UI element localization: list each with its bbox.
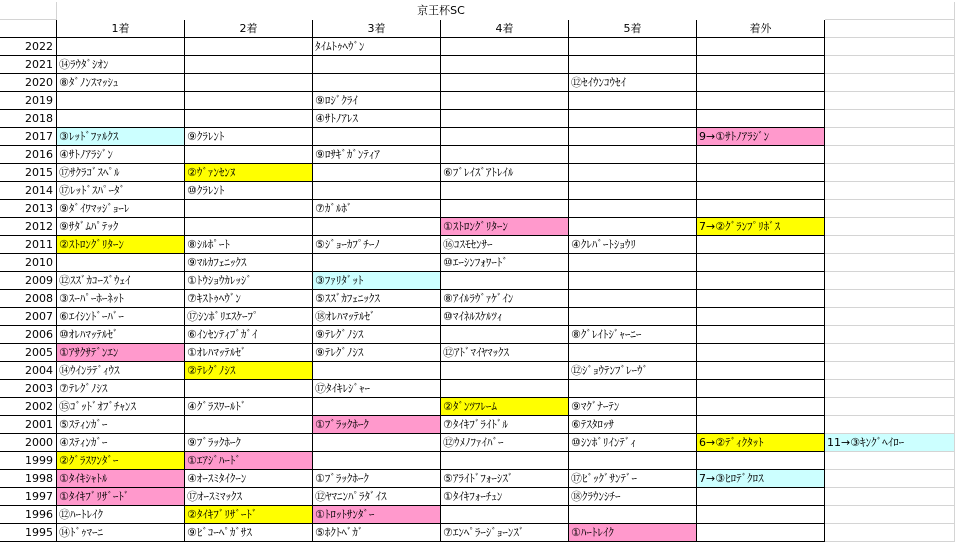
result-cell[interactable]: ⑱ｸﾗｳﾝｼﾁｰ [569, 488, 697, 506]
result-cell[interactable]: ⑩ｼﾝﾎﾞﾘｲﾝﾃﾞｨ [569, 434, 697, 452]
column-header[interactable]: 着外 [697, 20, 825, 38]
result-cell[interactable] [185, 92, 313, 110]
result-cell[interactable] [569, 182, 697, 200]
column-header[interactable]: 4着 [441, 20, 569, 38]
empty-cell[interactable] [825, 452, 955, 470]
year-cell[interactable]: 2008 [0, 290, 57, 308]
result-cell[interactable] [697, 56, 825, 74]
result-cell[interactable] [569, 452, 697, 470]
result-cell[interactable] [313, 164, 441, 182]
result-cell[interactable] [569, 38, 697, 56]
result-cell[interactable]: ⑩ｸﾗﾚﾝﾄ [185, 182, 313, 200]
result-cell[interactable]: ①ﾊｰﾄﾚｲｸ [569, 524, 697, 542]
result-cell[interactable] [697, 506, 825, 524]
empty-cell[interactable] [825, 416, 955, 434]
empty-cell[interactable] [825, 128, 955, 146]
empty-cell[interactable] [825, 56, 955, 74]
result-cell[interactable] [569, 272, 697, 290]
year-cell[interactable]: 2018 [0, 110, 57, 128]
result-cell[interactable] [57, 254, 185, 272]
result-cell[interactable] [313, 74, 441, 92]
result-cell[interactable]: ②ｸﾞﾗｽﾜﾝﾀﾞｰ [57, 452, 185, 470]
result-cell[interactable]: ①ﾌﾞﾗｯｸﾎｰｸ [313, 470, 441, 488]
year-cell[interactable]: 2017 [0, 128, 57, 146]
result-cell[interactable] [313, 398, 441, 416]
result-cell[interactable] [185, 200, 313, 218]
result-cell[interactable] [569, 92, 697, 110]
result-cell[interactable] [313, 218, 441, 236]
result-cell[interactable] [697, 110, 825, 128]
result-cell[interactable]: ⑭ﾄﾞｩﾏｰﾆ [57, 524, 185, 542]
result-cell[interactable]: ②ﾃﾚｸﾞﾉｼｽ [185, 362, 313, 380]
result-cell[interactable]: ⑨ｻﾀﾞﾑﾊﾟﾃｯｸ [57, 218, 185, 236]
result-cell[interactable] [569, 344, 697, 362]
result-cell[interactable] [697, 326, 825, 344]
result-cell[interactable] [185, 38, 313, 56]
result-cell[interactable] [697, 272, 825, 290]
result-cell[interactable]: ①ﾀｲｷﾌﾞﾘｻﾞｰﾄﾞ [57, 488, 185, 506]
result-cell[interactable] [313, 56, 441, 74]
empty-cell[interactable] [825, 326, 955, 344]
result-cell[interactable] [697, 74, 825, 92]
result-cell[interactable] [185, 56, 313, 74]
empty-cell[interactable] [825, 110, 955, 128]
year-cell[interactable]: 1997 [0, 488, 57, 506]
year-cell[interactable]: 2009 [0, 272, 57, 290]
empty-cell[interactable] [825, 362, 955, 380]
result-cell[interactable] [441, 128, 569, 146]
result-cell[interactable] [697, 254, 825, 272]
year-cell[interactable]: 2021 [0, 56, 57, 74]
result-cell[interactable] [313, 362, 441, 380]
result-cell[interactable] [441, 200, 569, 218]
result-cell[interactable]: ②ﾀｲｷﾌﾞﾘｻﾞｰﾄﾞ [185, 506, 313, 524]
result-cell[interactable]: ①ﾀｲｷﾌｫｰﾁｭﾝ [441, 488, 569, 506]
result-cell[interactable] [441, 146, 569, 164]
result-cell[interactable]: ⑫ｼﾞｮｳﾃﾝﾌﾞﾚｰｳﾞ [569, 362, 697, 380]
result-cell[interactable] [697, 290, 825, 308]
result-cell[interactable]: ﾀｲﾑﾄｩﾍｳﾞﾝ [313, 38, 441, 56]
empty-cell[interactable] [825, 218, 955, 236]
result-cell[interactable]: ⑨ﾏｸﾞﾅｰﾃﾝ [569, 398, 697, 416]
result-cell[interactable] [697, 452, 825, 470]
result-cell[interactable]: ⑨ﾛｻｷﾞｶﾞﾝﾃｨｱ [313, 146, 441, 164]
result-cell[interactable]: ③ｽｰﾊﾟｰﾎｰﾈｯﾄ [57, 290, 185, 308]
result-cell[interactable]: ⑥ｲﾝｾﾝﾃｨﾌﾞｶﾞｲ [185, 326, 313, 344]
result-cell[interactable]: ⑫ｳﾒﾉﾌｧｲﾊﾞｰ [441, 434, 569, 452]
result-cell[interactable]: ⑥ﾃｽﾀﾛｯｻ [569, 416, 697, 434]
result-cell[interactable]: ①ｱｻｸｻﾃﾞﾝｴﾝ [57, 344, 185, 362]
empty-cell[interactable] [825, 164, 955, 182]
result-cell[interactable]: ③ﾚｯﾄﾞﾌｧﾙｸｽ [57, 128, 185, 146]
result-cell[interactable] [569, 218, 697, 236]
result-cell[interactable]: ⑨ﾛｼﾞｸﾗｲ [313, 92, 441, 110]
column-header[interactable]: 5着 [569, 20, 697, 38]
empty-cell[interactable] [825, 380, 955, 398]
result-cell[interactable]: ⑤ｱﾗｲﾄﾞﾌｫｰｼｽﾞ [441, 470, 569, 488]
result-cell[interactable] [313, 182, 441, 200]
corner-cell[interactable] [0, 20, 57, 38]
result-cell[interactable]: ⑤ｽｽﾞｶﾌｪﾆｯｸｽ [313, 290, 441, 308]
result-cell[interactable]: ①ﾌﾞﾗｯｸﾎｰｸ [313, 416, 441, 434]
result-cell[interactable] [697, 182, 825, 200]
extra-result-cell[interactable]: 11→③ｷﾝｸﾞﾍｲﾛｰ [825, 434, 955, 452]
result-cell[interactable]: ⑮ｺﾞｯﾄﾞｵﾌﾞﾁｬﾝｽ [57, 398, 185, 416]
result-cell[interactable]: ⑭ｳｲﾝﾗﾃﾞｨｳｽ [57, 362, 185, 380]
result-cell[interactable] [569, 290, 697, 308]
result-cell[interactable] [441, 380, 569, 398]
result-cell[interactable]: ⑰ﾀｲｷﾚｼﾞｬｰ [313, 380, 441, 398]
year-cell[interactable]: 2020 [0, 74, 57, 92]
result-cell[interactable]: 6→②ﾃﾞｨｸﾀｯﾄ [697, 434, 825, 452]
result-cell[interactable]: ⑰ﾋﾞｯｸﾞｻﾝﾃﾞｰ [569, 470, 697, 488]
result-cell[interactable] [569, 380, 697, 398]
result-cell[interactable]: 7→③ﾋﾛﾃﾞｸﾛｽ [697, 470, 825, 488]
result-cell[interactable] [185, 110, 313, 128]
empty-cell[interactable] [825, 254, 955, 272]
empty-cell[interactable] [825, 200, 955, 218]
result-cell[interactable]: ②ｳﾞｧﾝｾﾝﾇ [185, 164, 313, 182]
result-cell[interactable] [697, 524, 825, 542]
empty-cell[interactable] [825, 38, 955, 56]
result-cell[interactable] [313, 452, 441, 470]
result-cell[interactable] [185, 146, 313, 164]
result-cell[interactable] [57, 92, 185, 110]
result-cell[interactable]: ⑩ｵﾚﾊﾏｯﾃﾙｾﾞ [57, 326, 185, 344]
result-cell[interactable]: ⑨ﾀﾞｲﾜﾏｯｼﾞｮｰﾚ [57, 200, 185, 218]
result-cell[interactable] [185, 74, 313, 92]
result-cell[interactable]: ①ﾄﾛｯﾄｻﾝﾀﾞｰ [313, 506, 441, 524]
empty-cell[interactable] [825, 92, 955, 110]
year-cell[interactable]: 2007 [0, 308, 57, 326]
column-header[interactable]: 3着 [313, 20, 441, 38]
empty-cell[interactable] [825, 146, 955, 164]
result-cell[interactable] [441, 56, 569, 74]
result-cell[interactable] [441, 182, 569, 200]
result-cell[interactable]: ⑥ｴｲｼﾝﾄﾞｰﾊﾞｰ [57, 308, 185, 326]
result-cell[interactable]: ①ﾀｲｷｼｬﾄﾙ [57, 470, 185, 488]
result-cell[interactable]: ⑯ｺｽﾓｾﾝｻｰ [441, 236, 569, 254]
result-cell[interactable] [697, 488, 825, 506]
result-cell[interactable]: ⑨ﾃﾚｸﾞﾉｼｽ [313, 344, 441, 362]
result-cell[interactable]: ⑩ﾏｲﾈﾙｽｹﾙﾂｨ [441, 308, 569, 326]
result-cell[interactable] [697, 236, 825, 254]
empty-cell[interactable] [825, 20, 955, 38]
result-cell[interactable]: ⑤ｽﾃｨﾝｶﾞｰ [57, 416, 185, 434]
result-cell[interactable]: ⑨ﾏﾙｶﾌｪﾆｯｸｽ [185, 254, 313, 272]
empty-cell[interactable] [825, 182, 955, 200]
result-cell[interactable] [697, 146, 825, 164]
year-cell[interactable]: 2022 [0, 38, 57, 56]
result-cell[interactable]: ①ｴｱｼﾞﾊｰﾄﾞ [185, 452, 313, 470]
result-cell[interactable]: ④ｻﾄﾉｱﾗｼﾞﾝ [57, 146, 185, 164]
column-header[interactable]: 2着 [185, 20, 313, 38]
result-cell[interactable]: ⑰ｼﾝﾎﾞﾘｴｽｹｰﾌﾟ [185, 308, 313, 326]
result-cell[interactable]: ⑫ｾｲｳﾝｺｳｾｲ [569, 74, 697, 92]
result-cell[interactable] [441, 272, 569, 290]
empty-cell[interactable] [825, 398, 955, 416]
result-cell[interactable]: ⑰ｻｸﾗｺﾞｽﾍﾟﾙ [57, 164, 185, 182]
result-cell[interactable]: ④ｻﾄﾉｱﾚｽ [313, 110, 441, 128]
year-cell[interactable]: 2013 [0, 200, 57, 218]
year-cell[interactable]: 2015 [0, 164, 57, 182]
empty-cell[interactable] [825, 74, 955, 92]
year-cell[interactable]: 2011 [0, 236, 57, 254]
result-cell[interactable]: ⑦ﾃﾚｸﾞﾉｼｽ [57, 380, 185, 398]
result-cell[interactable] [441, 74, 569, 92]
result-cell[interactable] [697, 380, 825, 398]
result-cell[interactable] [313, 254, 441, 272]
empty-cell[interactable] [825, 290, 955, 308]
year-cell[interactable]: 1996 [0, 506, 57, 524]
year-cell[interactable]: 2012 [0, 218, 57, 236]
result-cell[interactable] [697, 164, 825, 182]
result-cell[interactable]: ④ｽﾃｨﾝｶﾞｰ [57, 434, 185, 452]
result-cell[interactable] [441, 326, 569, 344]
result-cell[interactable]: ②ﾀﾞﾝﾂﾌﾚｰﾑ [441, 398, 569, 416]
result-cell[interactable]: ⑭ﾗｳﾀﾞｼｵﾝ [57, 56, 185, 74]
result-cell[interactable] [569, 506, 697, 524]
result-cell[interactable] [441, 452, 569, 470]
result-cell[interactable]: ⑧ｸﾞﾚｲﾄｼﾞｬｰﾆｰ [569, 326, 697, 344]
result-cell[interactable]: ⑦ｴﾝﾍﾟﾗｰｼﾞｮｰﾝｽﾞ [441, 524, 569, 542]
empty-cell[interactable] [825, 506, 955, 524]
result-cell[interactable] [697, 344, 825, 362]
result-cell[interactable]: ⑨ｸﾗﾚﾝﾄ [185, 128, 313, 146]
result-cell[interactable]: ④ｵｰｽﾐﾀｲｸｰﾝ [185, 470, 313, 488]
result-cell[interactable] [57, 110, 185, 128]
result-cell[interactable]: ⑧ｱｲﾙﾗｳﾞｧｹﾞｲﾝ [441, 290, 569, 308]
result-cell[interactable] [185, 218, 313, 236]
result-cell[interactable] [313, 128, 441, 146]
empty-cell[interactable] [825, 2, 955, 20]
result-cell[interactable] [441, 38, 569, 56]
result-cell[interactable] [569, 128, 697, 146]
result-cell[interactable]: 9→①ｻﾄﾉｱﾗｼﾞﾝ [697, 128, 825, 146]
result-cell[interactable]: ⑨ﾌﾞﾗｯｸﾎｰｸ [185, 434, 313, 452]
empty-cell[interactable] [825, 236, 955, 254]
result-cell[interactable] [697, 308, 825, 326]
result-cell[interactable]: ⑧ｼﾙﾎﾟｰﾄ [185, 236, 313, 254]
result-cell[interactable] [313, 434, 441, 452]
result-cell[interactable] [441, 506, 569, 524]
year-cell[interactable]: 2000 [0, 434, 57, 452]
result-cell[interactable]: ⑫ﾊｰﾄﾚｲｸ [57, 506, 185, 524]
year-cell[interactable]: 1999 [0, 452, 57, 470]
year-cell[interactable]: 2002 [0, 398, 57, 416]
result-cell[interactable]: ⑦ｶﾞﾙﾎﾞ [313, 200, 441, 218]
year-cell[interactable]: 2016 [0, 146, 57, 164]
empty-cell[interactable] [825, 470, 955, 488]
empty-cell[interactable] [825, 524, 955, 542]
result-cell[interactable]: ⑰ｵｰｽﾐﾏｯｸｽ [185, 488, 313, 506]
column-header[interactable]: 1着 [57, 20, 185, 38]
result-cell[interactable] [569, 254, 697, 272]
empty-cell[interactable] [825, 308, 955, 326]
year-cell[interactable]: 2014 [0, 182, 57, 200]
empty-cell[interactable] [0, 2, 57, 20]
result-cell[interactable]: ⑨ﾋﾞｺｰﾍﾟｶﾞｻｽ [185, 524, 313, 542]
result-cell[interactable]: ⑩ｴｰｼﾝﾌｫﾜｰﾄﾞ [441, 254, 569, 272]
year-cell[interactable]: 2006 [0, 326, 57, 344]
empty-cell[interactable] [825, 344, 955, 362]
result-cell[interactable]: ⑫ｽｽﾞｶｺｰｽﾞｳｪｲ [57, 272, 185, 290]
result-cell[interactable]: ④ｸﾚﾊﾞｰﾄｼｮｳﾘ [569, 236, 697, 254]
year-cell[interactable]: 1995 [0, 524, 57, 542]
year-cell[interactable]: 1998 [0, 470, 57, 488]
result-cell[interactable] [569, 56, 697, 74]
result-cell[interactable] [441, 110, 569, 128]
result-cell[interactable]: ②ｽﾄﾛﾝｸﾞﾘﾀｰﾝ [57, 236, 185, 254]
result-cell[interactable]: 7→②ｸﾞﾗﾝﾌﾟﾘﾎﾞｽ [697, 218, 825, 236]
result-cell[interactable]: ⑦ｷｽﾄｩﾍｳﾞﾝ [185, 290, 313, 308]
sheet-title[interactable]: 京王杯SC [417, 4, 465, 17]
result-cell[interactable] [185, 380, 313, 398]
empty-cell[interactable] [825, 488, 955, 506]
result-cell[interactable] [57, 38, 185, 56]
empty-cell[interactable] [825, 272, 955, 290]
result-cell[interactable]: ⑤ｼﾞｮｰｶﾌﾟﾁｰﾉ [313, 236, 441, 254]
result-cell[interactable]: ⑦ﾀｲｷﾌﾞﾗｲﾄﾞﾙ [441, 416, 569, 434]
result-cell[interactable] [569, 200, 697, 218]
year-cell[interactable]: 2019 [0, 92, 57, 110]
year-cell[interactable]: 2010 [0, 254, 57, 272]
year-cell[interactable]: 2004 [0, 362, 57, 380]
result-cell[interactable] [697, 92, 825, 110]
result-cell[interactable] [697, 416, 825, 434]
result-cell[interactable]: ①ﾄｳｼｮｳｶﾚｯｼﾞ [185, 272, 313, 290]
result-cell[interactable]: ⑥ﾌﾞﾚｲｽﾞｱﾄﾚｲﾙ [441, 164, 569, 182]
result-cell[interactable] [569, 110, 697, 128]
year-cell[interactable]: 2005 [0, 344, 57, 362]
result-cell[interactable] [569, 308, 697, 326]
result-cell[interactable]: ①ｽﾄﾛﾝｸﾞﾘﾀｰﾝ [441, 218, 569, 236]
result-cell[interactable] [697, 398, 825, 416]
result-cell[interactable] [569, 164, 697, 182]
result-cell[interactable] [697, 38, 825, 56]
result-cell[interactable] [697, 200, 825, 218]
result-cell[interactable] [441, 92, 569, 110]
result-cell[interactable] [569, 146, 697, 164]
result-cell[interactable]: ⑱ｵﾚﾊﾏｯﾃﾙｾﾞ [313, 308, 441, 326]
year-cell[interactable]: 2003 [0, 380, 57, 398]
result-cell[interactable]: ⑤ﾎｸﾄﾍﾞｶﾞ [313, 524, 441, 542]
result-cell[interactable]: ③ﾌｧﾘﾀﾞｯﾄ [313, 272, 441, 290]
result-cell[interactable] [185, 416, 313, 434]
result-cell[interactable]: ⑧ﾀﾞﾉﾝｽﾏｯｼｭ [57, 74, 185, 92]
result-cell[interactable]: ④ｸﾞﾗｽﾜｰﾙﾄﾞ [185, 398, 313, 416]
result-cell[interactable]: ⑰ﾚｯﾄﾞｽﾊﾟｰﾀﾞ [57, 182, 185, 200]
result-cell[interactable] [697, 362, 825, 380]
result-cell[interactable]: ⑫ﾔﾏﾆﾝﾊﾟﾗﾀﾞｲｽ [313, 488, 441, 506]
result-cell[interactable]: ⑫ｱﾄﾞﾏｲﾔﾏｯｸｽ [441, 344, 569, 362]
result-cell[interactable]: ⑨ﾃﾚｸﾞﾉｼｽ [313, 326, 441, 344]
year-cell[interactable]: 2001 [0, 416, 57, 434]
result-cell[interactable]: ①ｵﾚﾊﾏｯﾃﾙｾﾞ [185, 344, 313, 362]
result-cell[interactable] [441, 362, 569, 380]
